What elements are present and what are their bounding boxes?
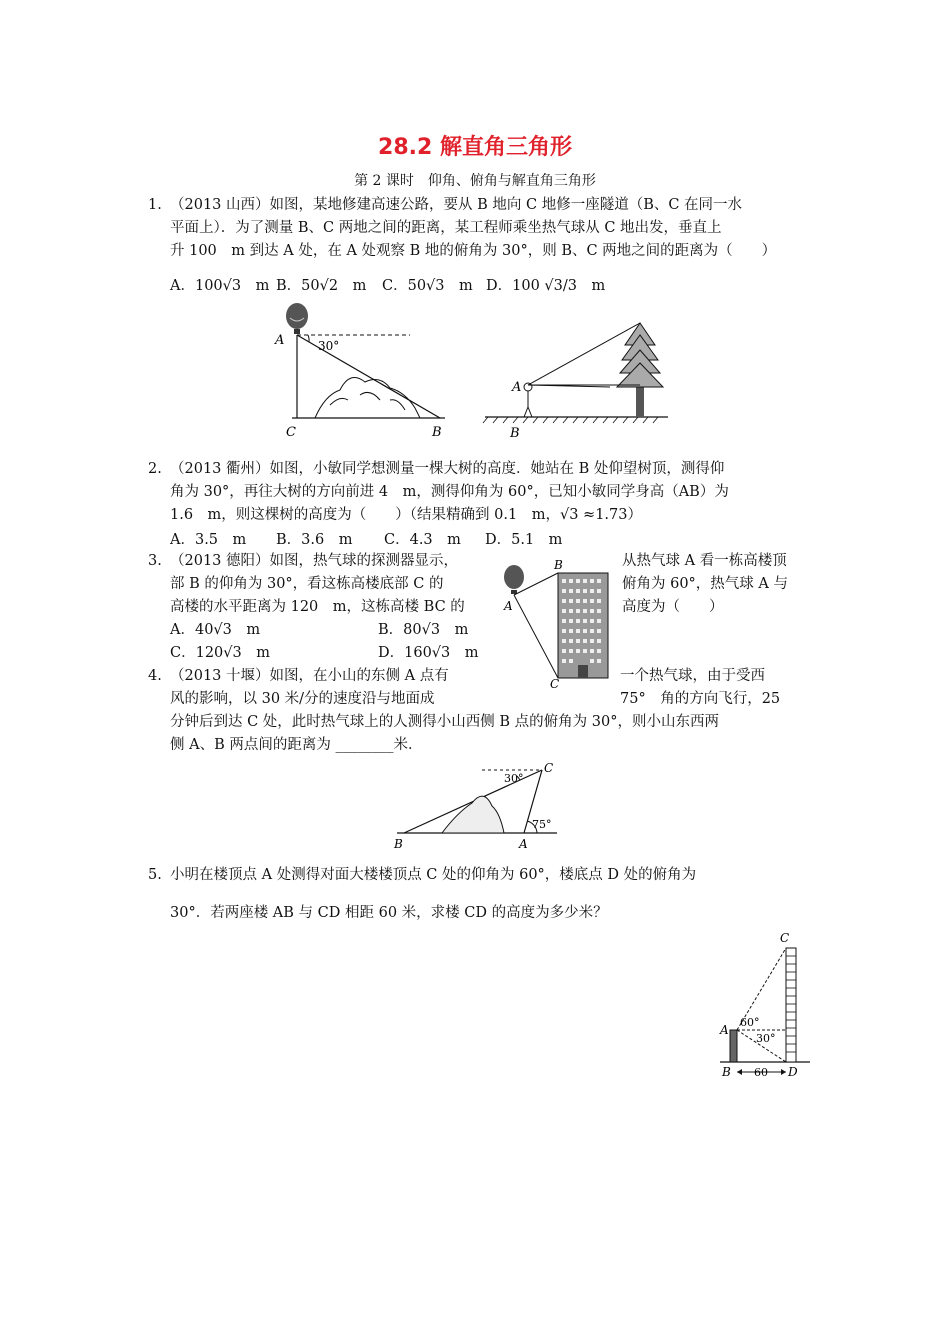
q3-text-line3-left: 高楼的水平距离为 120 m，这栋高楼 BC 的 <box>170 599 465 615</box>
q3-option-c: C．120√3 m <box>170 645 270 661</box>
fig4-label-c: C <box>544 761 554 775</box>
q2-option-b: B．3.6 m <box>276 532 353 548</box>
q1-option-d: D．100 √3/3 m <box>486 278 606 294</box>
fig5-label-a: A <box>720 1023 729 1037</box>
q2-text-line3: 1.6 m，则这棵树的高度为（ ）（结果精确到 0.1 m，√3 ≈1.73） <box>170 507 642 523</box>
q1-figure-balloon <box>270 300 470 445</box>
q1-option-c: C．50√3 m <box>382 278 473 294</box>
q4-text-line3: 分钟后到达 C 处，此时热气球上的人测得小山西侧 B 点的俯角为 30°，则小山东西两 <box>170 714 719 730</box>
fig4-label-angle75: 75° <box>532 818 552 831</box>
fig3-label-c: C <box>550 677 560 690</box>
q3-text-line2-right: 俯角为 60°，热气球 A 与 <box>622 576 788 592</box>
fig5-label-c: C <box>780 931 790 945</box>
q4-figure-hill <box>392 758 567 853</box>
q1-figure-tree <box>480 315 670 445</box>
fig5-label-angle30: 30° <box>756 1032 776 1045</box>
fig4-label-a: A <box>519 837 528 851</box>
q4-text-line2-left: 风的影响，以 30 米/分的速度沿与地面成 <box>170 691 435 707</box>
fig1-label-c: C <box>286 425 296 440</box>
q2-text-line1: （2013 衢州）如图，小敏同学想测量一棵大树的高度．她站在 B 处仰望树顶，测得仰 <box>170 461 725 477</box>
q4-number: 4. <box>148 668 162 684</box>
fig1-label-angle: 30° <box>318 339 340 353</box>
fig2-label-a: A <box>512 380 522 395</box>
fig1-label-a: A <box>275 333 285 348</box>
building-ab <box>730 1030 737 1062</box>
q5-figure-buildings <box>718 930 813 1080</box>
q3-text-line3-right: 高度为（ ） <box>622 599 724 615</box>
fig5-label-d: D <box>788 1065 798 1079</box>
q3-option-d: D．160√3 m <box>378 645 479 661</box>
q2-option-d: D．5.1 m <box>485 532 563 548</box>
q5-number: 5. <box>148 867 162 883</box>
q3-text-line2-left: 部 B 的仰角为 30°，看这栋高楼底部 C 的 <box>170 576 444 592</box>
fig3-label-b: B <box>554 558 563 572</box>
fig4-label-angle30: 30° <box>504 772 524 785</box>
tree-icon <box>617 363 663 387</box>
balloon-icon <box>504 565 524 589</box>
fig5-label-dist: 60 <box>754 1066 768 1079</box>
page-title: 28.2 解直角三角形 <box>378 135 572 160</box>
balloon-icon <box>286 303 308 329</box>
fig1-label-b: B <box>432 425 442 440</box>
q4-text-line4: 侧 A、B 两点间的距离为 ________米． <box>170 737 423 753</box>
page-subtitle: 第 2 课时 仰角、俯角与解直角三角形 <box>354 173 596 189</box>
q3-text-line1-left: （2013 德阳）如图，热气球的探测器显示， <box>170 553 459 569</box>
person-icon <box>524 383 532 391</box>
q3-text-line1-right: 从热气球 A 看一栋高楼顶 <box>622 553 787 569</box>
tree-trunk <box>636 385 644 417</box>
q5-text-line1: 小明在楼顶点 A 处测得对面大楼楼顶点 C 处的仰角为 60°，楼底点 D 处的俯角为 <box>170 867 697 883</box>
q3-figure-building <box>496 555 616 690</box>
q2-number: 2. <box>148 461 162 477</box>
building-cd <box>786 948 796 1062</box>
q2-option-a: A．3.5 m <box>170 532 247 548</box>
q3-number: 3. <box>148 553 162 569</box>
q2-text-line2: 角为 30°，再往大树的方向前进 4 m，测得仰角为 60°，已知小敏同学身高（AB）为 <box>170 484 729 500</box>
q1-text-line1: （2013 山西）如图，某地修建高速公路，要从 B 地向 C 地修一座隧道（B、C 在同一水 <box>170 197 743 213</box>
q2-option-c: C．4.3 m <box>384 532 461 548</box>
q4-text-line2-right: 75° 角的方向飞行，25 <box>620 691 781 707</box>
q1-option-b: B．50√2 m <box>276 278 367 294</box>
fig5-label-angle60: 60° <box>740 1016 760 1029</box>
fig5-label-b: B <box>722 1065 731 1079</box>
q1-option-a: A．100√3 m <box>170 278 270 294</box>
q1-text-line3: 升 100 m 到达 A 处，在 A 处观察 B 地的俯角为 30°，则 B、C 两地之间的距离为（ ） <box>170 243 777 259</box>
q1-number: 1. <box>148 197 162 213</box>
q3-option-a: A．40√3 m <box>170 622 261 638</box>
fig2-label-b: B <box>510 426 520 441</box>
q5-text-line2: 30°．若两座楼 AB 与 CD 相距 60 米，求楼 CD 的高度为多少米？ <box>170 905 608 921</box>
q3-option-b: B．80√3 m <box>378 622 469 638</box>
q4-text-line1-right: 一个热气球，由于受西 <box>620 668 765 684</box>
q1-text-line2: 平面上）．为了测量 B、C 两地之间的距离，某工程师乘坐热气球从 C 地出发，垂直上 <box>170 220 722 236</box>
fig3-label-a: A <box>504 599 513 613</box>
hill-icon <box>442 796 504 833</box>
fig4-label-b: B <box>394 837 403 851</box>
q4-text-line1-left: （2013 十堰）如图，在小山的东侧 A 点有 <box>170 668 449 684</box>
